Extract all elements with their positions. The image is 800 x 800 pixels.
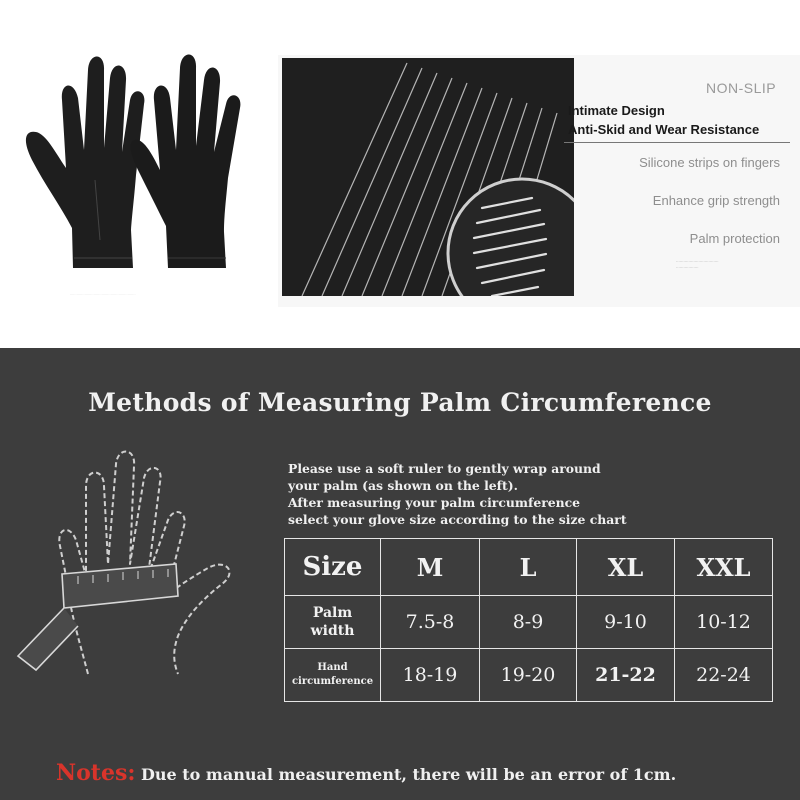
size-xxl: XXL [675, 539, 773, 596]
glove-pair-image [0, 0, 270, 348]
measuring-instructions [288, 460, 708, 528]
palm-label-line1: Palm [312, 605, 353, 621]
hand-circumference-label [285, 649, 381, 702]
palm-width-l: 8-9 [480, 596, 577, 649]
hand-label-line1: Hand [317, 662, 348, 673]
palm-width-m: 7.5-8 [381, 596, 480, 649]
fabric-closeup-image [282, 58, 574, 296]
size-guide-heading: Methods of Measuring Palm Circumference [88, 388, 712, 417]
feature-fine-print: .................................. .................. [676, 258, 719, 269]
hand-circ-l: 19-20 [480, 649, 577, 702]
hand-circ-xl: 21-22 [577, 649, 675, 702]
table-row-hand-circumference [285, 649, 773, 702]
non-slip-label: NON-SLIP [706, 80, 777, 96]
palm-width-xxl: 10-12 [675, 596, 773, 649]
size-xl: XL [577, 539, 675, 596]
palm-width-xl: 9-10 [577, 596, 675, 649]
instruction-line: select your glove size according to the size chart [288, 512, 627, 527]
palm-width-label [285, 596, 381, 649]
size-header-label: Size [285, 539, 381, 596]
instruction-line: Please use a soft ruler to gently wrap around [288, 461, 601, 476]
notes-label: Notes: [56, 760, 136, 786]
instruction-line: your palm (as shown on the left). [288, 478, 518, 493]
notes-line [56, 760, 676, 786]
hand-circ-xxl: 22-24 [675, 649, 773, 702]
title-divider [564, 142, 790, 143]
feature-title-line1: Intimate Design [568, 103, 665, 118]
instruction-line: After measuring your palm circumference [288, 495, 581, 510]
table-row-header [285, 539, 773, 596]
hand-label-line2: circumference [291, 676, 374, 687]
feature-palm-protection: Palm protection [689, 231, 780, 246]
hand-outline-icon [8, 436, 258, 686]
table-row-palm-width [285, 596, 773, 649]
size-l: L [480, 539, 577, 596]
feature-grip-strength: Enhance grip strength [652, 193, 780, 208]
feature-silicone-strips: Silicone strips on fingers [639, 155, 780, 170]
size-m: M [381, 539, 480, 596]
feature-title-line2: Anti-Skid and Wear Resistance [568, 122, 760, 137]
hand-circ-m: 18-19 [381, 649, 480, 702]
notes-text: Due to manual measurement, there will be an error of 1cm. [135, 765, 677, 784]
palm-label-line2: width [310, 623, 355, 639]
size-guide-section [0, 348, 800, 800]
gloves-caption-fine-print: .......................................................... [70, 292, 136, 296]
product-images-section [0, 0, 800, 348]
measuring-tape-icon [18, 564, 178, 670]
size-chart-table [284, 538, 773, 702]
